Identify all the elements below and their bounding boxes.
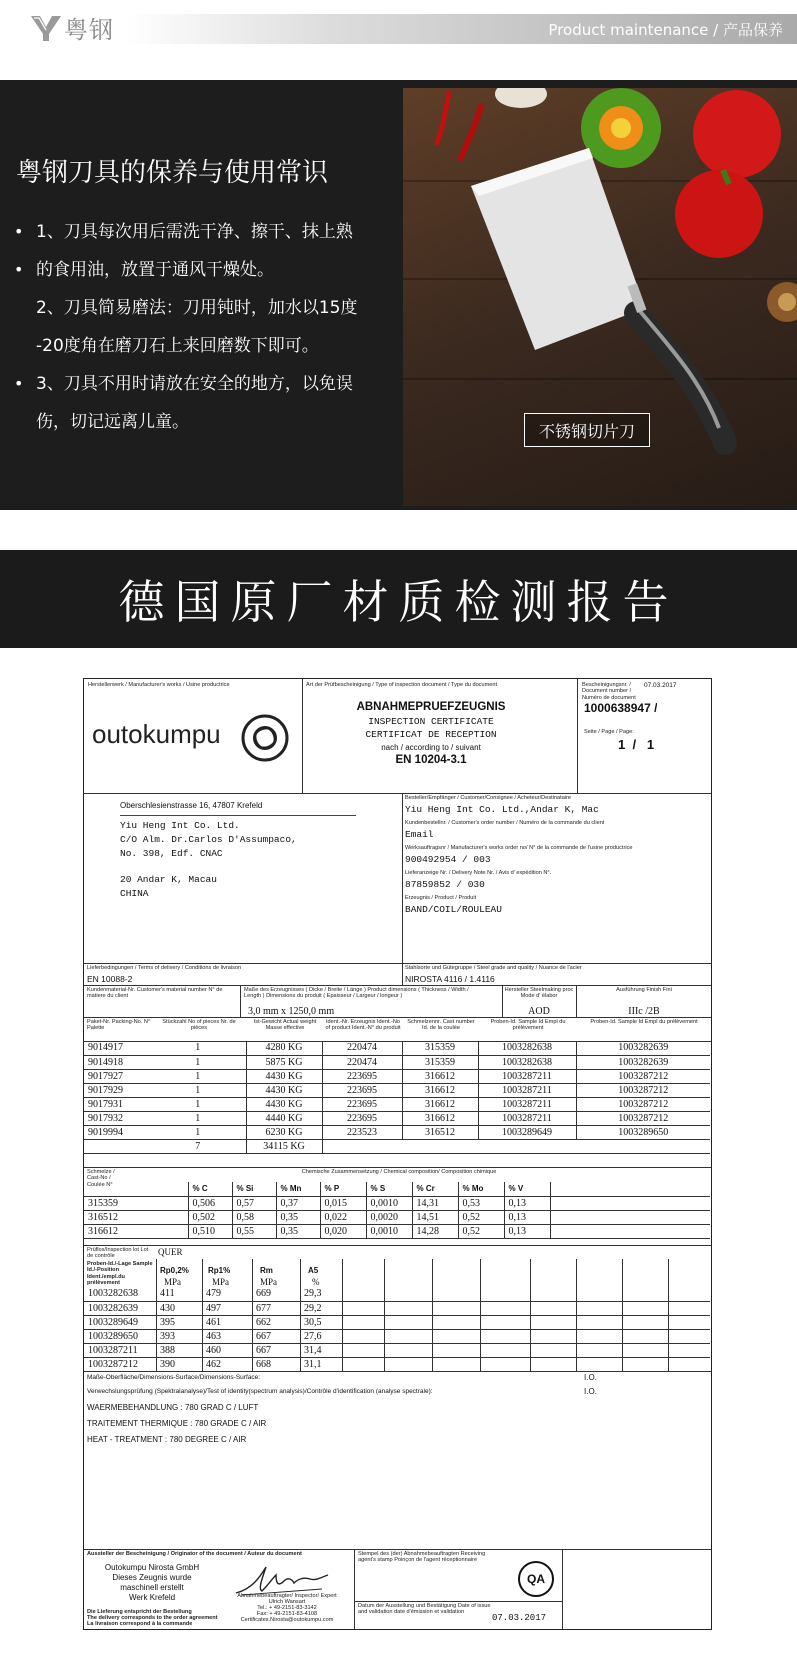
ident-no: 223695 [322,1097,402,1111]
chem-value: 0,015 [320,1196,366,1210]
care-line-text: 3、刀具不用时请放在安全的地方，以免误 [36,374,353,394]
mech-header: A5 [308,1266,319,1275]
pkg-header-packing: Paket-Nr. Packing-No. N° Palette [87,1019,151,1032]
steelmaking-label: Hersteller Steelmaking proc Mode d' élabor [504,987,574,1000]
mechanical-table [84,1287,710,1372]
manufacturer-label: Herstellerwerk / Manufacturer's works / Usine productrice [88,682,230,688]
report-title-band [0,550,797,648]
sample-id: 1003287211 [478,1111,576,1125]
table-row [84,1287,710,1301]
weight: 4430 KG [246,1097,322,1111]
bullet: • [14,260,24,279]
sample-id: 1003287212 [576,1111,710,1125]
pkg-header-sample2: Proben-Id. Sample Id Empl du prélèvement [590,1019,698,1025]
inspector-line: Tel.: + 49-2151-83-3142 [257,1605,317,1611]
page-number: 1 / 1 [618,737,655,752]
ident-no: 223695 [322,1111,402,1125]
mech-value: 393 [156,1329,202,1343]
sample-id: 1003282639 [576,1055,710,1069]
mech-value: 430 [156,1301,202,1315]
chem-header: % P [320,1182,366,1196]
doc-type-label: Art der Prüfbescheinigung / Type of inspection document / Type du document [306,682,498,688]
mech-value: 29,2 [300,1301,342,1315]
chem-header: % V [504,1182,550,1196]
delivery-note-value: 87859852 / 030 [405,879,485,890]
sample-id: 1003289650 [84,1329,156,1343]
cast-no: 316612 [402,1111,478,1125]
brand-mark-icon [30,13,62,43]
chem-value: 0,13 [504,1210,550,1224]
chem-value: 0,37 [276,1196,320,1210]
cert-number-label: Bescheinigungsnr. / Document number / Numéro de document [582,682,636,701]
ident-no: 220474 [322,1041,402,1055]
cast-no: 315359 [84,1196,188,1210]
works-order-value: 900492954 / 003 [405,854,491,865]
sample-id: 1003289649 [478,1125,576,1139]
care-line-text: 的食用油，放置于通风干燥处。 [36,260,274,280]
chem-value: 0,510 [188,1224,232,1238]
packing-no: 9014918 [84,1055,150,1069]
cast-no: 316612 [402,1069,478,1083]
cast-no: 315359 [402,1055,478,1069]
header-bar [0,0,797,58]
manufacturer-address: Oberschlesienstrasse 16, 47807 Krefeld [120,801,263,810]
pkg-header-pieces: Stückzahl No of pieces Nr. de pièces [162,1019,236,1032]
pkg-header-weight: Ist-Gewicht Actual weight Masse effective [253,1019,317,1032]
table-row [84,1343,710,1357]
mech-value: 677 [252,1301,300,1315]
bullet: • [14,374,24,393]
dimensions-value: 3,0 mm x 1250,0 mm [248,1006,335,1017]
packing-no: 9017932 [84,1111,150,1125]
care-instructions [14,213,404,441]
chem-header-row [84,1182,710,1196]
table-row [84,1125,710,1139]
chem-value: 14,28 [412,1224,458,1238]
packages-table [84,1041,710,1154]
customer-order-label: Kundenbestellnr. / Customer's order number / Numéro de la commande du client [405,820,605,826]
dimensions-label: Maße des Erzeugnisses ( Dicke / Breite / Länge ) Product dimensions ( Thickness / Width / Length ) Dimensions du produit ( Epaisseur / Largeur / longeur ) [244,987,469,1000]
chem-value: 14,51 [412,1210,458,1224]
consignee-line: CHINA [120,888,149,899]
issuer-line: Outokumpu Nirosta GmbH [104,1563,200,1572]
ident-no: 223695 [322,1083,402,1097]
stamp-label: Stempel des (der) Abnahmebeauftragten Receiving agent's stamp Poinçon de l'agent réceptionnaire [358,1551,486,1564]
identity-value: I.O. [584,1387,597,1396]
qa-seal: QA [518,1561,554,1597]
chem-header: % Mn [276,1182,320,1196]
steel-grade-value: NIROSTA 4116 / 1.4116 [405,974,495,984]
consignee-line: Yiu Heng Int Co. Ltd. [120,820,240,831]
mech-unit: % [312,1277,320,1287]
mech-value: 390 [156,1357,202,1371]
table-row [84,1210,710,1224]
pieces: 1 [150,1069,246,1083]
bullet: • [14,222,24,241]
mech-value: 460 [202,1343,252,1357]
inspector-line: Ulrich Wansart [268,1599,306,1605]
weight: 4440 KG [246,1111,322,1125]
mech-unit: MPa [164,1277,182,1287]
ident-no: 223523 [322,1125,402,1139]
mech-header: Rm [260,1266,273,1275]
mech-value: 667 [252,1343,300,1357]
care-line [14,327,404,365]
packing-no: 9017931 [84,1097,150,1111]
chem-value: 0,55 [232,1224,276,1238]
chem-value: 0,506 [188,1196,232,1210]
chem-value: 0,57 [232,1196,276,1210]
issuer-line: Dieses Zeugnis wurde [112,1573,192,1582]
sample-id: 1003287212 [576,1069,710,1083]
surface-label: Maße-Oberfläche/Dimensions-Surface/Dimensions-Surface: [87,1374,261,1381]
cert-number: 1000638947 / [584,701,658,715]
bullet [14,327,36,365]
sample-id: 1003282639 [84,1301,156,1315]
pieces: 1 [150,1125,246,1139]
packing-no: 9017927 [84,1069,150,1083]
chem-header: % Mo [458,1182,504,1196]
consignee-line: No. 398, Edf. CNAC [120,848,223,859]
mech-unit: MPa [260,1277,278,1287]
surface-value: I.O. [584,1373,597,1382]
table-row [84,1111,710,1125]
delivery-statement: La livraison correspond à la commande [87,1621,193,1627]
mech-value: 668 [252,1357,300,1371]
terms-value: EN 10088-2 [87,974,133,984]
total-pieces: 7 [150,1139,246,1153]
sample-id: 1003282639 [576,1041,710,1055]
packing-no: 9014917 [84,1041,150,1055]
material-number-label: Kundenmaterial-Nr. Customer's material number N° de matiere du client [87,987,223,1000]
pkg-header-sample1: Proben-Id. Sample Id Empl du prélèvement [490,1019,566,1032]
inspector-line: Abnahmebeauftragter/ Inspector/ Expert [237,1593,337,1599]
table-row [84,1329,710,1343]
chem-value: 0,58 [232,1210,276,1224]
product-photo [403,88,797,506]
pieces: 1 [150,1097,246,1111]
sample-id: 1003282638 [478,1055,576,1069]
mech-header: Rp0,2% [160,1266,189,1275]
issue-date: 07.03.2017 [492,1613,547,1623]
cast-no: 316512 [84,1210,188,1224]
ident-no: 223695 [322,1069,402,1083]
section-strip [125,14,797,44]
mech-value: 27,6 [300,1329,342,1343]
mech-value: 669 [252,1287,300,1301]
weight: 4280 KG [246,1041,322,1055]
bullet [14,289,36,327]
issue-date-label: Datum der Ausstellung und Bestätigung Date of issue and validation date d'émission et validation [358,1603,491,1616]
table-row [84,1357,710,1371]
sample-id: 1003287212 [576,1083,710,1097]
finish-label: Ausführung Finish Fini [616,987,672,993]
product-label: Erzeugnis / Product / Produit [405,895,477,901]
table-row [84,1196,710,1210]
pkg-header-cast: Schmelzennr. Cast number Id. de la coulée [407,1019,475,1032]
packing-no: 9019994 [84,1125,150,1139]
heat-treatment-line: WAERMEBEHANDLUNG : 780 GRAD C / LUFT [87,1403,259,1412]
care-line [14,289,404,327]
orderer-value: Yiu Heng Int Co. Ltd.,Andar K, Mac [405,804,599,815]
care-line-text: 1、刀具每次用后需洗干净、擦干、抹上熟 [36,222,353,242]
care-line-text: -20度角在磨刀石上来回磨数下即可。 [36,336,319,356]
chem-value: 0,35 [276,1210,320,1224]
heat-treatment-line: TRAITEMENT THERMIQUE : 780 GRADE C / AIR [87,1419,267,1428]
terms-label: Lieferbedingungen / Terms of delivery / Conditions de livraison [87,965,242,971]
sample-position-label: Proben-Id./-Lage Sample Id./-Position Ident./empl.du prélèvement [87,1261,153,1287]
table-row [84,1083,710,1097]
steel-grade-label: Stahlsorte und Gütegruppe / Steel grade and quality / Nuance de l'acier [405,965,582,971]
chem-label: Chemische Zusammensetzung / Chemical composition/ Composition chimique [301,1169,497,1175]
table-row [84,1041,710,1055]
doc-title: ABNAHMEPRUEFZEUGNIS [356,701,506,713]
table-row [84,1301,710,1315]
doc-standard: EN 10204-3.1 [395,754,467,766]
chem-value: 0,0020 [366,1210,412,1224]
care-section [0,80,797,510]
care-title: 粤钢刀具的保养与使用常识 [16,158,329,188]
bullet [14,403,36,441]
weight: 4430 KG [246,1083,322,1097]
issuer-line: maschinell erstellt [120,1583,184,1592]
mech-value: 30,5 [300,1315,342,1329]
chem-header: % Si [232,1182,276,1196]
mech-value: 395 [156,1315,202,1329]
packing-no: 9017929 [84,1083,150,1097]
mech-value: 662 [252,1315,300,1329]
cast-no-label: Schmelze / Cast-No / Coulée N° [87,1169,115,1188]
chem-value: 14,31 [412,1196,458,1210]
sample-id: 1003282638 [84,1287,156,1301]
chem-value: 0,52 [458,1224,504,1238]
doc-according: nach / according to / suivant [381,743,481,752]
mech-value: 411 [156,1287,202,1301]
identity-label: Verwechslungsprüfung (Spektralanalyse)/Test of identity(spectrum analysis)/Contrôle d'identification (analyse spectrale): [87,1388,433,1395]
sample-id: 1003287211 [478,1097,576,1111]
page-label: Seite / Page / Page: [584,729,634,735]
chem-value: 0,022 [320,1210,366,1224]
care-line [14,403,404,441]
doc-subtitle-en: INSPECTION CERTIFICATE [368,716,494,727]
heat-treatment-line: HEAT - TREATMENT : 780 DEGREE C / AIR [87,1435,247,1444]
cast-no: 316612 [402,1083,478,1097]
sample-id: 1003287211 [84,1343,156,1357]
care-line-text: 伤，切记远离儿童。 [36,412,189,432]
chem-header: % C [188,1182,232,1196]
cast-no: 316512 [402,1125,478,1139]
weight: 5875 KG [246,1055,322,1069]
report-title: 德国原厂材质检测报告 [118,575,679,629]
table-row [84,1315,710,1329]
table-row [84,1055,710,1069]
mech-header: Rp1% [208,1266,231,1275]
sample-id: 1003289649 [84,1315,156,1329]
delivery-statement: Die Lieferung entspricht der Bestellung [87,1609,192,1615]
mech-value: 461 [202,1315,252,1329]
chem-value: 0,020 [320,1224,366,1238]
finish-value: IIIc /2B [628,1006,660,1017]
care-line [14,251,404,289]
works-order-label: Werksauftragsnr / Manufacturer's works order no/ N° de la commande de l'usine productrice [405,845,633,851]
chem-value: 0,13 [504,1224,550,1238]
chem-value: 0,53 [458,1196,504,1210]
sample-id: 1003287212 [84,1357,156,1371]
product-value: BAND/COIL/ROULEAU [405,904,502,915]
chemical-table [84,1182,710,1239]
delivery-statement: The delivery corresponds to the order agreement [87,1615,218,1621]
table-row [84,1097,710,1111]
ident-no: 220474 [322,1055,402,1069]
doc-subtitle-fr: CERTIFICAT DE RECEPTION [365,729,497,740]
mech-value: 31,1 [300,1357,342,1371]
chem-header: % Cr [412,1182,458,1196]
table-row [84,1069,710,1083]
customer-order-value: Email [405,829,434,840]
sample-id: 1003289650 [576,1125,710,1139]
chem-value: 0,13 [504,1196,550,1210]
photo-label: 不锈钢切片刀 [524,413,650,447]
inspection-certificate [83,678,712,1630]
pieces: 1 [150,1055,246,1069]
sample-id: 1003287211 [478,1069,576,1083]
care-line [14,365,404,403]
issuer-line: Werk Krefeld [128,1593,176,1602]
cast-no: 315359 [402,1041,478,1055]
sample-id: 1003287211 [478,1083,576,1097]
mech-value: 479 [202,1287,252,1301]
mech-value: 29,3 [300,1287,342,1301]
totals-row [84,1139,710,1153]
table-row [84,1224,710,1238]
mech-value: 31,4 [300,1343,342,1357]
chem-value: 0,35 [276,1224,320,1238]
inspection-lot-value: QUER [158,1247,183,1257]
chem-value: 0,0010 [366,1196,412,1210]
cert-date: 07.03.2017 [644,682,677,689]
pieces: 1 [150,1041,246,1055]
orderer-label: Besteller/Empfänger / Customer/Consignee / Acheteur/Destinataire [405,795,572,801]
cast-no: 316612 [402,1097,478,1111]
consignee-line: 20 Andar K, Macau [120,874,217,885]
care-line-text: 2、刀具简易磨法：刀用钝时，加水以15度 [36,298,358,318]
brand-name: 粤钢 [64,16,114,44]
consignee-line: C/O Alm. Dr.Carlos D'Assumpaco, [120,834,297,845]
weight: 6230 KG [246,1125,322,1139]
chem-header: % S [366,1182,412,1196]
sample-id: 1003287212 [576,1097,710,1111]
chem-value: 0,502 [188,1210,232,1224]
steelmaking-value: AOD [528,1006,550,1017]
cast-no: 316612 [84,1224,188,1238]
company-emblem-icon [240,713,290,763]
sample-id: 1003282638 [478,1041,576,1055]
weight: 4430 KG [246,1069,322,1083]
brand-logo [30,10,114,45]
total-weight: 34115 KG [246,1139,322,1153]
mech-value: 388 [156,1343,202,1357]
chem-value: 0,0010 [366,1224,412,1238]
inspector-line: Fax: + 49-2151-83-4108 [256,1611,318,1617]
pkg-header-ident: Ident.-Nr. Erzeugnis Ident.-No of product Ident.-N° du produit [325,1019,401,1032]
section-title: Product maintenance / 产品保养 [548,21,783,39]
chem-value: 0,52 [458,1210,504,1224]
care-line [14,213,404,251]
mech-value: 497 [202,1301,252,1315]
mech-value: 462 [202,1357,252,1371]
company-logo-text: outokumpu [92,719,221,749]
inspector-line: Certificates.Nirosta@outokumpu.com [240,1617,334,1623]
mech-value: 463 [202,1329,252,1343]
delivery-note-label: Lieferanzeige Nr. / Delivery Note Nr. / Avis d' expédition N°. [405,870,552,876]
mech-value: 667 [252,1329,300,1343]
pieces: 1 [150,1111,246,1125]
pieces: 1 [150,1083,246,1097]
issuer-label: Aussteller der Bescheinigung / Originator of the document / Auteur du document [87,1551,302,1557]
inspection-lot-label: Prüflos/Inspection lot Lot de contrôle [87,1247,149,1260]
mech-unit: MPa [212,1277,230,1287]
